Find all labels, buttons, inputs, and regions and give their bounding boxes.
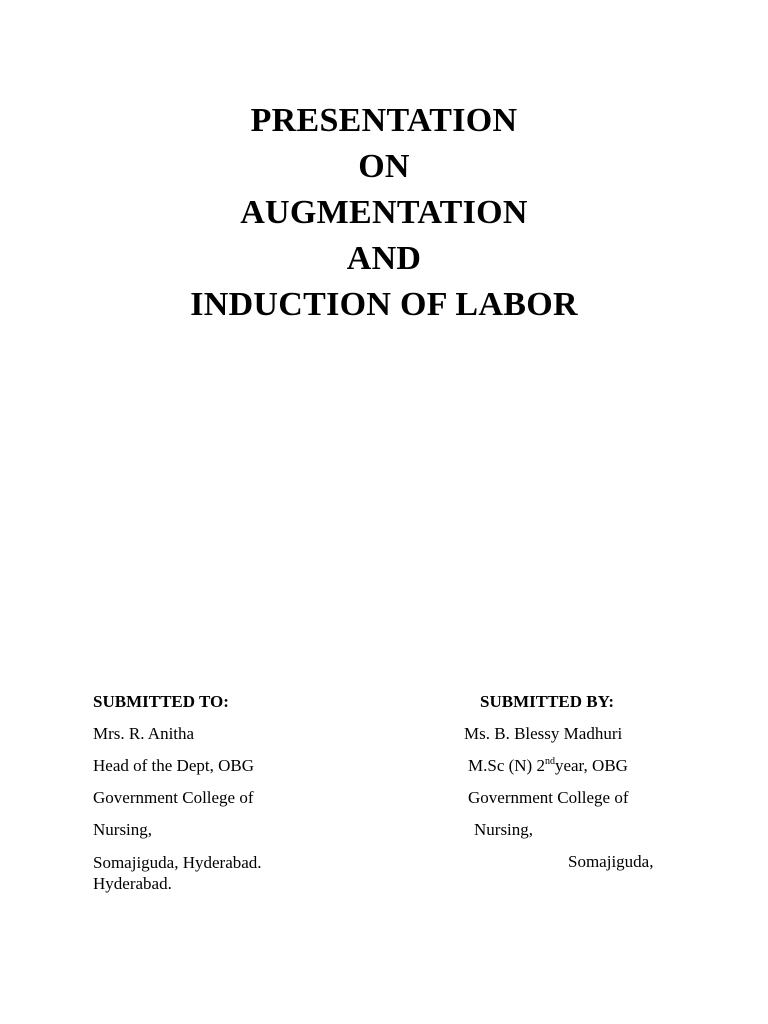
submitted-by-location: Somajiguda, xyxy=(568,852,654,871)
title-line-augmentation: AUGMENTATION xyxy=(240,194,528,231)
submitted-by-institution-line1: Government College of xyxy=(468,788,629,807)
submitted-to-institution-line2: Nursing, xyxy=(93,820,153,839)
title-line-on: ON xyxy=(358,148,410,185)
submitted-by-course-ordinal: nd xyxy=(544,756,555,767)
submitted-by-course-prefix: M.Sc (N) 2 xyxy=(468,756,545,775)
submitted-to-name: Mrs. R. Anitha xyxy=(93,724,195,743)
submitted-to-location-continued: Hyderabad. xyxy=(93,874,172,893)
submitted-to-institution-line1: Government College of xyxy=(93,788,254,807)
submitted-by-heading: SUBMITTED BY: xyxy=(480,692,614,711)
submitted-to-location: Somajiguda, Hyderabad. xyxy=(93,853,262,872)
submitted-to-heading: SUBMITTED TO: xyxy=(93,692,229,711)
submitted-by-institution-line2: Nursing, xyxy=(474,820,534,839)
title-line-and: AND xyxy=(346,240,422,277)
submitted-to-block xyxy=(93,686,262,894)
submitted-to-designation: Head of the Dept, OBG xyxy=(93,756,254,775)
title-block xyxy=(0,98,768,328)
submitted-by-course-suffix: year, OBG xyxy=(554,756,628,775)
title-line-induction-of-labor: INDUCTION OF LABOR xyxy=(190,286,578,323)
submitted-by-block xyxy=(462,686,629,846)
title-line-presentation: PRESENTATION xyxy=(250,102,518,139)
submitted-by-course xyxy=(462,750,629,782)
submitted-by-name: Ms. B. Blessy Madhuri xyxy=(464,724,623,743)
